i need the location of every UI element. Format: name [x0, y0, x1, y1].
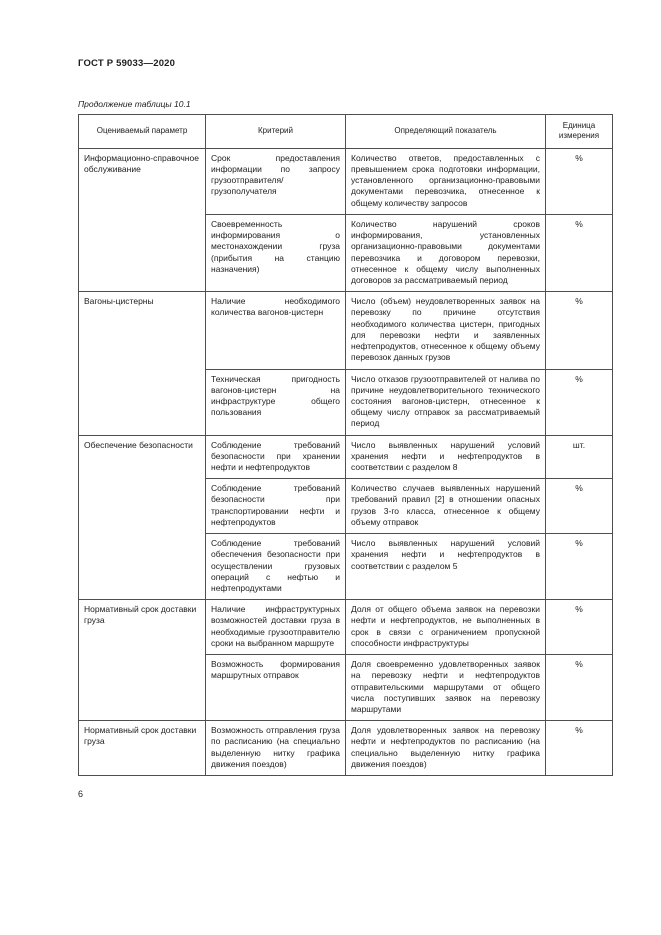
standard-number: ГОСТ Р 59033—2020 [78, 58, 176, 69]
criterion-cell: Наличие инфраструктурных возможностей доставки груза в необходимые грузоотправителю сроки на выбранном маршруте [206, 600, 346, 655]
column-header-unit: Единица измерения [546, 115, 613, 149]
indicator-cell: Число выявленных нарушений условий хранения нефти и нефтепродуктов в соответствии с разделом 8 [346, 435, 546, 479]
unit-cell: % [546, 292, 613, 369]
header-row [79, 115, 613, 149]
column-header-indicator: Определяющий показатель [346, 115, 546, 149]
unit-cell: % [546, 369, 613, 435]
criterion-cell: Наличие необходимого количества вагонов-цистерн [206, 292, 346, 369]
table-row [79, 435, 613, 479]
indicator-cell: Количество случаев выявленных нарушений требований правил [2] в отношении опасных грузов 3-го класса, отнесенное к общему объему отправок [346, 479, 546, 534]
indicator-cell: Число выявленных нарушений условий хранения нефти и нефтепродуктов в соответствии с разделом 5 [346, 534, 546, 600]
table-row [79, 721, 613, 776]
table-row [79, 148, 613, 214]
indicator-cell: Доля своевременно удовлетворенных заявок на перевозку нефти и нефтепродуктов отправительскими маршрутами от общего числа поступивших заявок на перевозку маршрутами [346, 655, 546, 721]
indicator-cell: Число (объем) неудовлетворенных заявок на перевозку по причине отсутствия необходимого количества цистерн, пригодных для перевозки нефти и заявленных нефтепродуктов, отнесенное к общему объему перевозок данных грузов [346, 292, 546, 369]
unit-cell: шт. [546, 435, 613, 479]
indicator-cell: Количество нарушений сроков информирования, установленных организационно-правовыми документами перевозчика и договором перевозки, отнесенное к общему числу выполненных договоров за рассматриваемый период [346, 214, 546, 291]
criterion-cell: Техническая пригодность вагонов-цистерн на инфраструктуре общего пользования [206, 369, 346, 435]
criterion-cell: Возможность отправления груза по расписанию (на специально выделенную нитку графика движения поездов) [206, 721, 346, 776]
table-caption: Продолжение таблицы 10.1 [78, 99, 191, 109]
param-cell: Вагоны-цистерны [79, 292, 206, 435]
param-cell: Нормативный срок доставки груза [79, 721, 206, 776]
unit-cell: % [546, 600, 613, 655]
indicator-cell: Доля от общего объема заявок на перевозки нефти и нефтепродуктов, не выполненных в срок в связи с ограничением пропускной способности инфраструктуры [346, 600, 546, 655]
indicator-cell: Доля удовлетворенных заявок на перевозку нефти и нефтепродуктов по расписанию (на специально выделенную нитку графика движения поездов) [346, 721, 546, 776]
criterion-cell: Соблюдение требований обеспечения безопасности при осуществлении грузовых операций с нефтью и нефтепродуктами [206, 534, 346, 600]
table-row [79, 600, 613, 655]
unit-cell: % [546, 655, 613, 721]
table-row [79, 292, 613, 369]
unit-cell: % [546, 214, 613, 291]
column-header-criterion: Критерий [206, 115, 346, 149]
criterion-cell: Соблюдение требований безопасности при хранении нефти и нефтепродуктов [206, 435, 346, 479]
criterion-cell: Срок предоставления информации по запросу грузоотправителя/грузополучателя [206, 148, 346, 214]
criterion-cell: Своевременность информирования о местонахождении груза (прибытия на станцию назначения) [206, 214, 346, 291]
criterion-cell: Возможность формирования маршрутных отправок [206, 655, 346, 721]
indicator-cell: Количество ответов, предоставленных с превышением срока подготовки информации, установленного организационно-правовыми документами перевозчика, отнесенное к общему количеству запросов [346, 148, 546, 214]
indicator-cell: Число отказов грузоотправителей от налива по причине неудовлетворительного технического состояния вагонов-цистерн, отнесенное к общему числу отправок за рассматриваемый период [346, 369, 546, 435]
param-cell: Обеспечение безопасности [79, 435, 206, 600]
param-cell: Нормативный срок доставки груза [79, 600, 206, 721]
parameters-table [78, 114, 613, 776]
param-cell: Информационно-справочное обслуживание [79, 148, 206, 291]
criterion-cell: Соблюдение требований безопасности при транспортировании нефти и нефтепродуктов [206, 479, 346, 534]
page-number: 6 [78, 789, 84, 800]
unit-cell: % [546, 721, 613, 776]
unit-cell: % [546, 479, 613, 534]
unit-cell: % [546, 148, 613, 214]
column-header-parameter: Оцениваемый параметр [79, 115, 206, 149]
unit-cell: % [546, 534, 613, 600]
